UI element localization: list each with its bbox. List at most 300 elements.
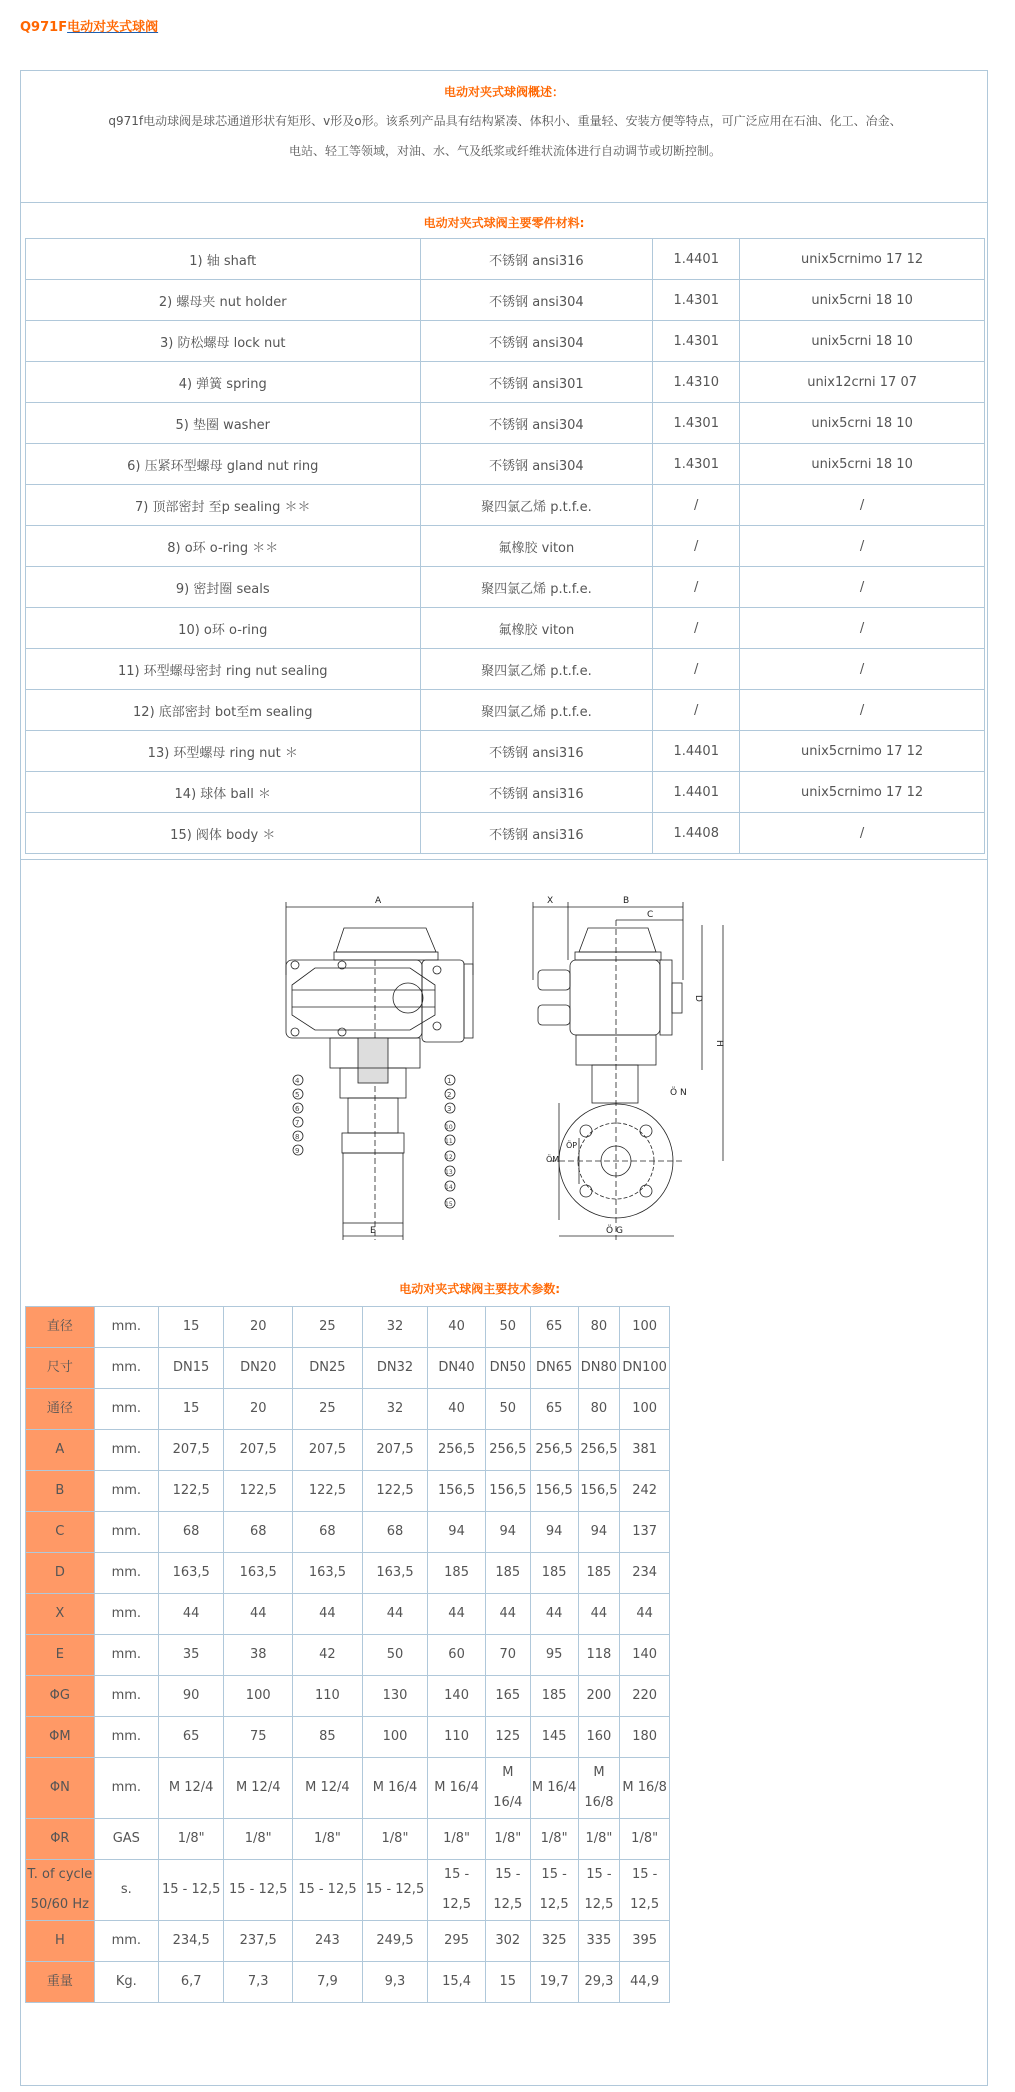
param-value: 7,9	[293, 1962, 363, 2003]
param-value: 44	[293, 1594, 363, 1635]
materials-row	[26, 362, 985, 403]
param-value: 234	[620, 1553, 670, 1594]
svg-text:ÖP: ÖP	[566, 1141, 578, 1150]
param-value: 395	[620, 1921, 670, 1962]
param-value: M 16/4	[485, 1758, 530, 1819]
materials-row	[26, 649, 985, 690]
param-value: 94	[530, 1512, 578, 1553]
materials-row	[26, 280, 985, 321]
param-value: 234,5	[158, 1921, 223, 1962]
part-name: 7) 顶部密封 至p sealing ＊＊	[26, 485, 421, 526]
callouts-left	[293, 1075, 303, 1155]
param-value: 35	[158, 1635, 223, 1676]
svg-text:ÖM: ÖM	[546, 1155, 560, 1164]
part-name: 1) 轴 shaft	[26, 239, 421, 280]
params-row	[26, 1430, 670, 1471]
materials-row	[26, 772, 985, 813]
param-unit: GAS	[94, 1819, 158, 1860]
param-value: 29,3	[578, 1962, 620, 2003]
param-value: 100	[362, 1717, 427, 1758]
param-value: 44	[530, 1594, 578, 1635]
param-value: 185	[428, 1553, 486, 1594]
param-label: C	[26, 1512, 95, 1553]
param-value: 68	[158, 1512, 223, 1553]
param-value: 15 - 12,5	[485, 1860, 530, 1921]
param-value: DN100	[620, 1348, 670, 1389]
svg-text:10: 10	[445, 1124, 453, 1131]
divider	[20, 202, 988, 203]
material: 聚四氯乙烯 p.t.f.e.	[420, 649, 653, 690]
param-unit: mm.	[94, 1512, 158, 1553]
callouts-right	[445, 1075, 455, 1208]
param-value: M 12/4	[158, 1758, 223, 1819]
param-value: 156,5	[530, 1471, 578, 1512]
param-value: 15	[158, 1389, 223, 1430]
param-label: 通径	[26, 1389, 95, 1430]
param-value: 163,5	[362, 1553, 427, 1594]
material: 不锈钢 ansi316	[420, 731, 653, 772]
param-unit: mm.	[94, 1348, 158, 1389]
materials-row	[26, 567, 985, 608]
din-code: 1.4408	[653, 813, 740, 854]
param-value: 249,5	[362, 1921, 427, 1962]
param-value: M 16/4	[530, 1758, 578, 1819]
param-value: 38	[224, 1635, 293, 1676]
overview-heading: 电动对夹式球阀概述：	[443, 85, 564, 99]
param-value: 85	[293, 1717, 363, 1758]
param-value: 156,5	[485, 1471, 530, 1512]
param-value: 90	[158, 1676, 223, 1717]
material: 聚四氯乙烯 p.t.f.e.	[420, 690, 653, 731]
param-value: 19,7	[530, 1962, 578, 2003]
param-value: 185	[530, 1553, 578, 1594]
param-value: 15 - 12,5	[620, 1860, 670, 1921]
materials-row	[26, 731, 985, 772]
param-value: 32	[362, 1307, 427, 1348]
valve-drawing	[270, 880, 740, 1250]
params-heading: 电动对夹式球阀主要技术参数:	[399, 1282, 560, 1296]
param-value: 80	[578, 1389, 620, 1430]
params-table	[25, 1306, 670, 2003]
din-code: 1.4301	[653, 403, 740, 444]
materials-row	[26, 690, 985, 731]
param-value: 256,5	[428, 1430, 486, 1471]
param-value: 15 - 12,5	[578, 1860, 620, 1921]
param-value: 163,5	[224, 1553, 293, 1594]
part-name: 14) 球体 ball ＊	[26, 772, 421, 813]
param-unit: Kg.	[94, 1962, 158, 2003]
param-label: 重量	[26, 1962, 95, 2003]
param-value: 256,5	[530, 1430, 578, 1471]
param-value: 44	[578, 1594, 620, 1635]
uni-code: /	[740, 526, 985, 567]
param-value: 15 - 12,5	[362, 1860, 427, 1921]
param-value: 163,5	[293, 1553, 363, 1594]
param-value: DN50	[485, 1348, 530, 1389]
uni-code: /	[740, 485, 985, 526]
material: 氟橡胶 viton	[420, 526, 653, 567]
param-value: DN15	[158, 1348, 223, 1389]
svg-text:1: 1	[447, 1077, 452, 1085]
param-value: DN80	[578, 1348, 620, 1389]
param-value: 1/8"	[620, 1819, 670, 1860]
material: 聚四氯乙烯 p.t.f.e.	[420, 485, 653, 526]
params-row	[26, 1676, 670, 1717]
param-value: 65	[530, 1389, 578, 1430]
param-value: 302	[485, 1921, 530, 1962]
param-unit: mm.	[94, 1921, 158, 1962]
params-row	[26, 1860, 670, 1921]
param-value: 100	[224, 1676, 293, 1717]
param-value: 130	[362, 1676, 427, 1717]
din-code: 1.4301	[653, 321, 740, 362]
param-value: DN40	[428, 1348, 486, 1389]
param-value: 165	[485, 1676, 530, 1717]
svg-text:9: 9	[295, 1147, 300, 1155]
param-value: 75	[224, 1717, 293, 1758]
svg-text:3: 3	[447, 1105, 452, 1113]
param-value: DN25	[293, 1348, 363, 1389]
param-label: ΦR	[26, 1819, 95, 1860]
din-code: /	[653, 690, 740, 731]
din-code: 1.4310	[653, 362, 740, 403]
param-value: 200	[578, 1676, 620, 1717]
param-value: 15 - 12,5	[224, 1860, 293, 1921]
param-value: 125	[485, 1717, 530, 1758]
param-value: 40	[428, 1307, 486, 1348]
param-value: 185	[578, 1553, 620, 1594]
param-value: M 16/4	[428, 1758, 486, 1819]
param-value: 1/8"	[530, 1819, 578, 1860]
materials-row	[26, 608, 985, 649]
uni-code: /	[740, 649, 985, 690]
uni-code: unix5crni 18 10	[740, 403, 985, 444]
param-value: 295	[428, 1921, 486, 1962]
param-value: 122,5	[362, 1471, 427, 1512]
title-link[interactable]: 电动对夹式球阀	[67, 20, 159, 35]
param-value: 7,3	[224, 1962, 293, 2003]
param-value: 94	[485, 1512, 530, 1553]
param-value: 185	[530, 1676, 578, 1717]
param-value: 70	[485, 1635, 530, 1676]
materials-row	[26, 485, 985, 526]
param-value: 65	[158, 1717, 223, 1758]
param-value: 15	[158, 1307, 223, 1348]
uni-code: /	[740, 567, 985, 608]
param-value: M 12/4	[293, 1758, 363, 1819]
overview-line-1: q971f电动球阀是球芯通道形状有矩形、v形及o形。该系列产品具有结构紧凑、体积小、重量轻、安装方便等特点，可广泛应用在石油、化工、冶金、	[108, 114, 902, 128]
param-unit: mm.	[94, 1594, 158, 1635]
part-name: 6) 压紧环型螺母 gland nut ring	[26, 444, 421, 485]
param-value: 256,5	[485, 1430, 530, 1471]
uni-code: unix5crnimo 17 12	[740, 239, 985, 280]
materials-row	[26, 321, 985, 362]
param-value: 20	[224, 1307, 293, 1348]
param-value: 94	[578, 1512, 620, 1553]
svg-text:X: X	[547, 896, 554, 906]
param-value: 185	[485, 1553, 530, 1594]
param-value: 15,4	[428, 1962, 486, 2003]
param-value: 1/8"	[224, 1819, 293, 1860]
param-label: B	[26, 1471, 95, 1512]
material: 不锈钢 ansi316	[420, 772, 653, 813]
valve-diagram-icon	[270, 880, 740, 1250]
svg-text:B: B	[623, 896, 630, 906]
param-value: 110	[293, 1676, 363, 1717]
param-value: 60	[428, 1635, 486, 1676]
part-name: 2) 螺母夹 nut holder	[26, 280, 421, 321]
param-value: 122,5	[293, 1471, 363, 1512]
materials-row	[26, 239, 985, 280]
svg-text:12: 12	[445, 1154, 453, 1161]
svg-text:7: 7	[295, 1119, 300, 1127]
uni-code: unix5crni 18 10	[740, 321, 985, 362]
param-value: 156,5	[578, 1471, 620, 1512]
param-value: 20	[224, 1389, 293, 1430]
din-code: 1.4401	[653, 731, 740, 772]
svg-text:14: 14	[445, 1184, 453, 1191]
material: 不锈钢 ansi304	[420, 444, 653, 485]
params-row	[26, 1553, 670, 1594]
param-value: 1/8"	[485, 1819, 530, 1860]
part-name: 12) 底部密封 bot至m sealing	[26, 690, 421, 731]
svg-text:D: D	[693, 995, 703, 1002]
param-value: 94	[428, 1512, 486, 1553]
param-label: ΦM	[26, 1717, 95, 1758]
param-value: 68	[224, 1512, 293, 1553]
param-value: 25	[293, 1307, 363, 1348]
svg-text:5: 5	[295, 1091, 300, 1099]
material: 不锈钢 ansi316	[420, 239, 653, 280]
param-value: 6,7	[158, 1962, 223, 2003]
din-code: 1.4301	[653, 444, 740, 485]
part-name: 13) 环型螺母 ring nut ＊	[26, 731, 421, 772]
param-label: X	[26, 1594, 95, 1635]
params-row	[26, 1921, 670, 1962]
params-row	[26, 1594, 670, 1635]
param-value: 122,5	[224, 1471, 293, 1512]
param-label: H	[26, 1921, 95, 1962]
uni-code: /	[740, 690, 985, 731]
din-code: 1.4401	[653, 772, 740, 813]
param-value: 110	[428, 1717, 486, 1758]
param-value: 256,5	[578, 1430, 620, 1471]
param-unit: mm.	[94, 1389, 158, 1430]
param-value: 207,5	[293, 1430, 363, 1471]
param-value: 68	[293, 1512, 363, 1553]
param-value: 50	[485, 1307, 530, 1348]
svg-text:6: 6	[295, 1105, 300, 1113]
overview-line-2: 电站、轻工等领域，对油、水、气及纸浆或纤维状流体进行自动调节或切断控制。	[288, 144, 721, 158]
param-unit: mm.	[94, 1553, 158, 1594]
params-row	[26, 1307, 670, 1348]
param-unit: s.	[94, 1860, 158, 1921]
param-value: 145	[530, 1717, 578, 1758]
svg-text:H: H	[714, 1040, 724, 1047]
materials-heading: 电动对夹式球阀主要零件材料:	[423, 216, 585, 230]
page-title	[20, 16, 158, 35]
param-value: 122,5	[158, 1471, 223, 1512]
param-value: 156,5	[428, 1471, 486, 1512]
param-value: 44,9	[620, 1962, 670, 2003]
svg-text:Ö G: Ö G	[606, 1226, 623, 1236]
param-unit: mm.	[94, 1471, 158, 1512]
param-value: DN20	[224, 1348, 293, 1389]
din-code: /	[653, 608, 740, 649]
material: 不锈钢 ansi304	[420, 280, 653, 321]
param-value: 1/8"	[428, 1819, 486, 1860]
param-value: 32	[362, 1389, 427, 1430]
materials-table	[25, 238, 985, 854]
param-unit: mm.	[94, 1635, 158, 1676]
param-value: 44	[485, 1594, 530, 1635]
param-label: ΦN	[26, 1758, 95, 1819]
svg-text:2: 2	[447, 1091, 452, 1099]
param-value: 44	[620, 1594, 670, 1635]
params-row	[26, 1348, 670, 1389]
uni-code: unix5crnimo 17 12	[740, 772, 985, 813]
part-name: 11) 环型螺母密封 ring nut sealing	[26, 649, 421, 690]
param-value: 140	[620, 1635, 670, 1676]
param-unit: mm.	[94, 1430, 158, 1471]
svg-text:4: 4	[295, 1077, 300, 1085]
param-value: 100	[620, 1389, 670, 1430]
svg-text:15: 15	[445, 1201, 453, 1208]
param-value: 1/8"	[578, 1819, 620, 1860]
params-row	[26, 1389, 670, 1430]
materials-row	[26, 526, 985, 567]
svg-text:8: 8	[295, 1133, 300, 1141]
param-value: 242	[620, 1471, 670, 1512]
param-value: DN65	[530, 1348, 578, 1389]
materials-row	[26, 813, 985, 854]
param-value: 95	[530, 1635, 578, 1676]
part-name: 3) 防松螺母 lock nut	[26, 321, 421, 362]
divider	[20, 859, 988, 860]
param-value: 15 - 12,5	[530, 1860, 578, 1921]
part-name: 8) o环 o-ring ＊＊	[26, 526, 421, 567]
param-value: DN32	[362, 1348, 427, 1389]
param-value: 220	[620, 1676, 670, 1717]
part-name: 4) 弹簧 spring	[26, 362, 421, 403]
material: 不锈钢 ansi301	[420, 362, 653, 403]
param-value: 140	[428, 1676, 486, 1717]
param-value: 160	[578, 1717, 620, 1758]
param-value: 50	[362, 1635, 427, 1676]
param-value: 243	[293, 1921, 363, 1962]
param-value: 163,5	[158, 1553, 223, 1594]
din-code: /	[653, 649, 740, 690]
din-code: /	[653, 526, 740, 567]
materials-row	[26, 403, 985, 444]
param-value: 25	[293, 1389, 363, 1430]
params-row	[26, 1635, 670, 1676]
title-prefix: Q971F	[20, 20, 68, 35]
part-name: 5) 垫圈 washer	[26, 403, 421, 444]
din-code: /	[653, 485, 740, 526]
param-value: 80	[578, 1307, 620, 1348]
param-value: 137	[620, 1512, 670, 1553]
param-value: 15 - 12,5	[428, 1860, 486, 1921]
din-code: 1.4401	[653, 239, 740, 280]
param-label: ΦG	[26, 1676, 95, 1717]
param-unit: mm.	[94, 1307, 158, 1348]
svg-text:13: 13	[445, 1169, 453, 1176]
material: 氟橡胶 viton	[420, 608, 653, 649]
param-value: 44	[224, 1594, 293, 1635]
param-label: T. of cycle 50/60 Hz	[26, 1860, 95, 1921]
param-value: 381	[620, 1430, 670, 1471]
param-value: 44	[362, 1594, 427, 1635]
param-value: 42	[293, 1635, 363, 1676]
param-label: D	[26, 1553, 95, 1594]
svg-text:11: 11	[445, 1138, 453, 1145]
param-value: 325	[530, 1921, 578, 1962]
din-code: 1.4301	[653, 280, 740, 321]
params-row	[26, 1758, 670, 1819]
uni-code: unix5crni 18 10	[740, 280, 985, 321]
param-value: M 16/8	[578, 1758, 620, 1819]
param-value: 50	[485, 1389, 530, 1430]
param-label: 尺寸	[26, 1348, 95, 1389]
param-value: 180	[620, 1717, 670, 1758]
param-value: 15 - 12,5	[158, 1860, 223, 1921]
params-row	[26, 1512, 670, 1553]
param-value: M 16/8	[620, 1758, 670, 1819]
param-value: 100	[620, 1307, 670, 1348]
svg-text:A: A	[375, 896, 382, 906]
param-label: A	[26, 1430, 95, 1471]
din-code: /	[653, 567, 740, 608]
param-value: 237,5	[224, 1921, 293, 1962]
param-value: 1/8"	[158, 1819, 223, 1860]
param-unit: mm.	[94, 1676, 158, 1717]
param-value: 44	[428, 1594, 486, 1635]
svg-text:C: C	[647, 910, 654, 920]
params-row	[26, 1819, 670, 1860]
part-name: 9) 密封圈 seals	[26, 567, 421, 608]
param-value: 15 - 12,5	[293, 1860, 363, 1921]
param-value: 1/8"	[293, 1819, 363, 1860]
uni-code: unix12crni 17 07	[740, 362, 985, 403]
params-row	[26, 1962, 670, 2003]
param-value: 1/8"	[362, 1819, 427, 1860]
param-value: 335	[578, 1921, 620, 1962]
material: 不锈钢 ansi304	[420, 321, 653, 362]
uni-code: unix5crni 18 10	[740, 444, 985, 485]
param-value: 207,5	[362, 1430, 427, 1471]
overview-text	[40, 106, 970, 166]
uni-code: /	[740, 608, 985, 649]
param-value: M 12/4	[224, 1758, 293, 1819]
param-unit: mm.	[94, 1717, 158, 1758]
uni-code: /	[740, 813, 985, 854]
param-unit: mm.	[94, 1758, 158, 1819]
param-value: 44	[158, 1594, 223, 1635]
material: 不锈钢 ansi316	[420, 813, 653, 854]
part-name: 10) o环 o-ring	[26, 608, 421, 649]
param-value: 68	[362, 1512, 427, 1553]
param-value: 207,5	[224, 1430, 293, 1471]
param-value: 207,5	[158, 1430, 223, 1471]
param-value: 65	[530, 1307, 578, 1348]
svg-text:E: E	[370, 1226, 376, 1236]
uni-code: unix5crnimo 17 12	[740, 731, 985, 772]
param-value: 118	[578, 1635, 620, 1676]
material: 聚四氯乙烯 p.t.f.e.	[420, 567, 653, 608]
svg-text:Ö N: Ö N	[670, 1088, 687, 1098]
part-name: 15) 阀体 body ＊	[26, 813, 421, 854]
